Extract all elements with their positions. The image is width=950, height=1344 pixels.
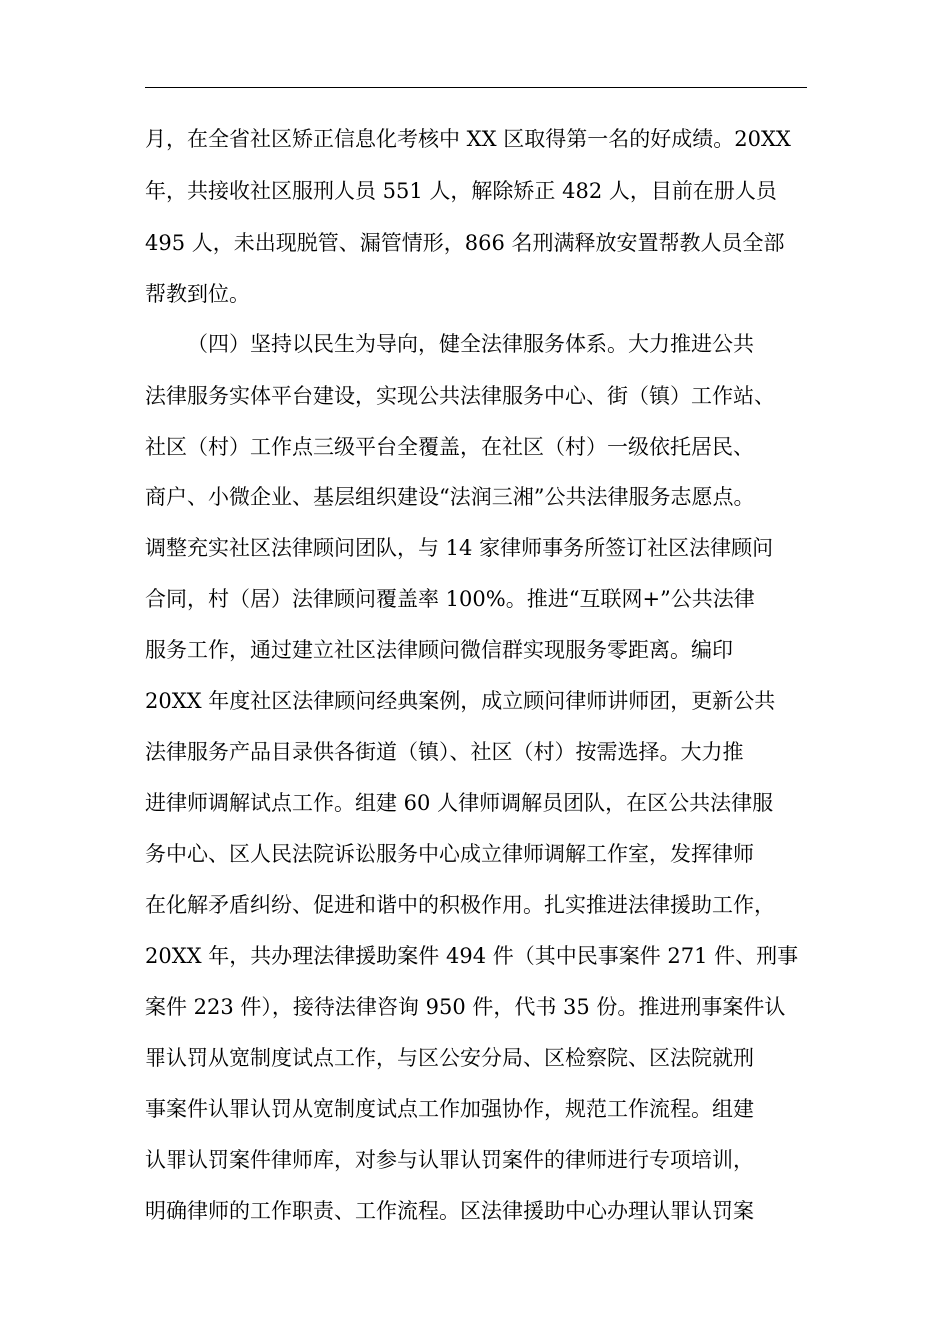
text-line: 进律师调解试点工作。组建 60 人律师调解员团队，在区公共法律服 [145,791,774,815]
text-line: 495 人，未出现脱管、漏管情形，866 名刑满释放安置帮教人员全部 [145,231,785,255]
text-line: 服务工作，通过建立社区法律顾问微信群实现服务零距离。编印 [145,638,733,662]
header-rule [145,87,807,88]
text-line: 法律服务产品目录供各街道（镇）、社区（村）按需选择。大力推 [145,740,744,764]
text-line: 20XX 年，共办理法律援助案件 494 件（其中民事案件 271 件、刑事 [145,944,799,968]
text-line: 罪认罚从宽制度试点工作，与区公安分局、区检察院、区法院就刑 [145,1046,754,1070]
text-line: 务中心、区人民法院诉讼服务中心成立律师调解工作室，发挥律师 [145,842,754,866]
paragraph-start-line: （四）坚持以民生为导向，健全法律服务体系。大力推进公共 [187,332,754,356]
text-line: 合同，村（居）法律顾问覆盖率 100%。推进“互联网+”公共法律 [145,587,755,611]
text-line: 月，在全省社区矫正信息化考核中 XX 区取得第一名的好成绩。20XX [145,127,791,151]
text-line: 年，共接收社区服刑人员 551 人，解除矫正 482 人，目前在册人员 [145,179,777,203]
text-line: 事案件认罪认罚从宽制度试点工作加强协作，规范工作流程。组建 [145,1097,754,1121]
text-line: 明确律师的工作职责、工作流程。区法律援助中心办理认罪认罚案 [145,1199,754,1223]
text-line: 调整充实社区法律顾问团队，与 14 家律师事务所签订社区法律顾问 [145,536,774,560]
text-line: 案件 223 件），接待法律咨询 950 件，代书 35 份。推进刑事案件认 [145,995,786,1019]
text-line: 在化解矛盾纠纷、促进和谐中的积极作用。扎实推进法律援助工作， [145,893,775,917]
text-line: 社区（村）工作点三级平台全覆盖，在社区（村）一级依托居民、 [145,435,754,459]
text-line: 20XX 年度社区法律顾问经典案例，成立顾问律师讲师团，更新公共 [145,689,776,713]
text-line: 认罪认罚案件律师库，对参与认罪认罚案件的律师进行专项培训， [145,1148,754,1172]
text-line: 商户、小微企业、基层组织建设“法润三湘”公共法律服务志愿点。 [145,485,755,509]
text-line: 法律服务实体平台建设，实现公共法律服务中心、街（镇）工作站、 [145,384,775,408]
text-line: 帮教到位。 [145,282,250,306]
